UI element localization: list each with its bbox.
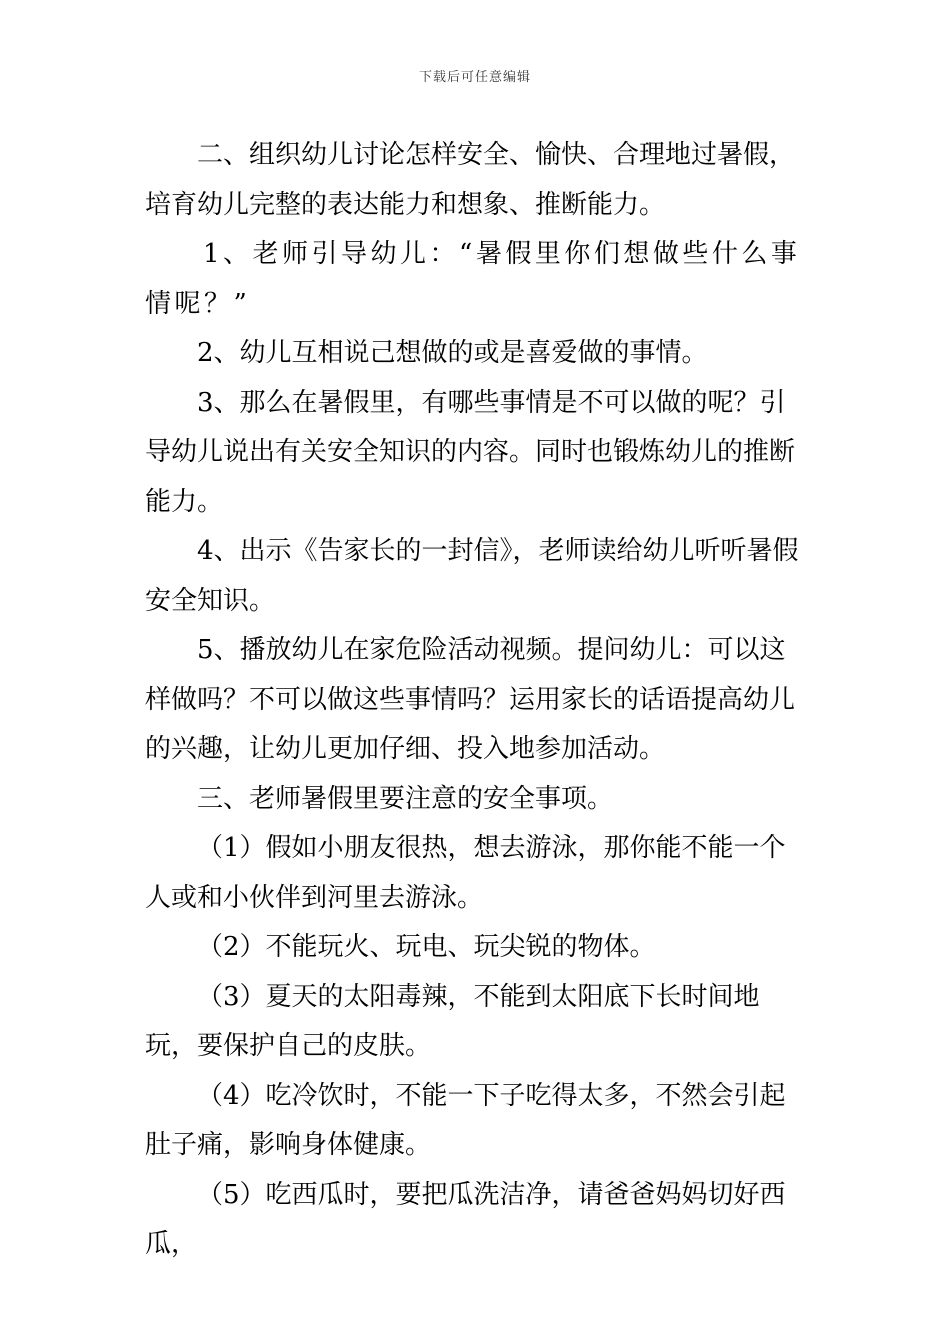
paragraph-item-5: 5、播放幼儿在家危险活动视频。提问幼儿：可以这样做吗？不可以做这些事情吗？运用家长的话语提高幼儿的兴趣，让幼儿更加仔细、投入地参加活动。 [145, 635, 796, 764]
paragraph-item-2: 2、幼儿互相说己想做的或是喜爱做的事情。 [197, 338, 708, 368]
page-header-note: 下载后可任意编辑 [418, 70, 531, 85]
paragraph-safety-5: （5）吃西瓜时，要把瓜洗洁净，请爸爸妈妈切好西瓜， [145, 1179, 786, 1259]
paragraph-safety-1: （1）假如小朋友很热，想去游泳，那你能不能一个人或和小伙伴到河里去游泳。 [145, 833, 786, 913]
paragraph-safety-2: （2）不能玩火、玩电、玩尖锐的物体。 [197, 932, 656, 962]
paragraph-item-4: 4、出示《告家长的一封信》，老师读给幼儿听听暑假安全知识。 [145, 536, 799, 616]
paragraph-section-three: 三、老师暑假里要注意的安全事项。 [197, 783, 614, 814]
document-body [145, 131, 810, 1270]
paragraph-section-two: 二、组织幼儿讨论怎样安全、愉快、合理地过暑假，培育幼儿完整的表达能力和想象、推断能力。 [145, 140, 796, 220]
paragraph-safety-3: （3）夏天的太阳毒辣，不能到太阳底下长时间地玩，要保护自己的皮肤。 [145, 981, 760, 1061]
paragraph-item-1: 1、老师引导幼儿：“暑假里你们想做些什么事情呢？” [145, 239, 801, 319]
paragraph-safety-4: （4）吃冷饮时，不能一下子吃得太多，不然会引起肚子痛，影响身体健康。 [145, 1080, 786, 1160]
paragraph-item-3: 3、那么在暑假里，有哪些事情是不可以做的呢？引导幼儿说出有关安全知识的内容。同时也锻炼幼儿的推断能力。 [145, 387, 796, 517]
